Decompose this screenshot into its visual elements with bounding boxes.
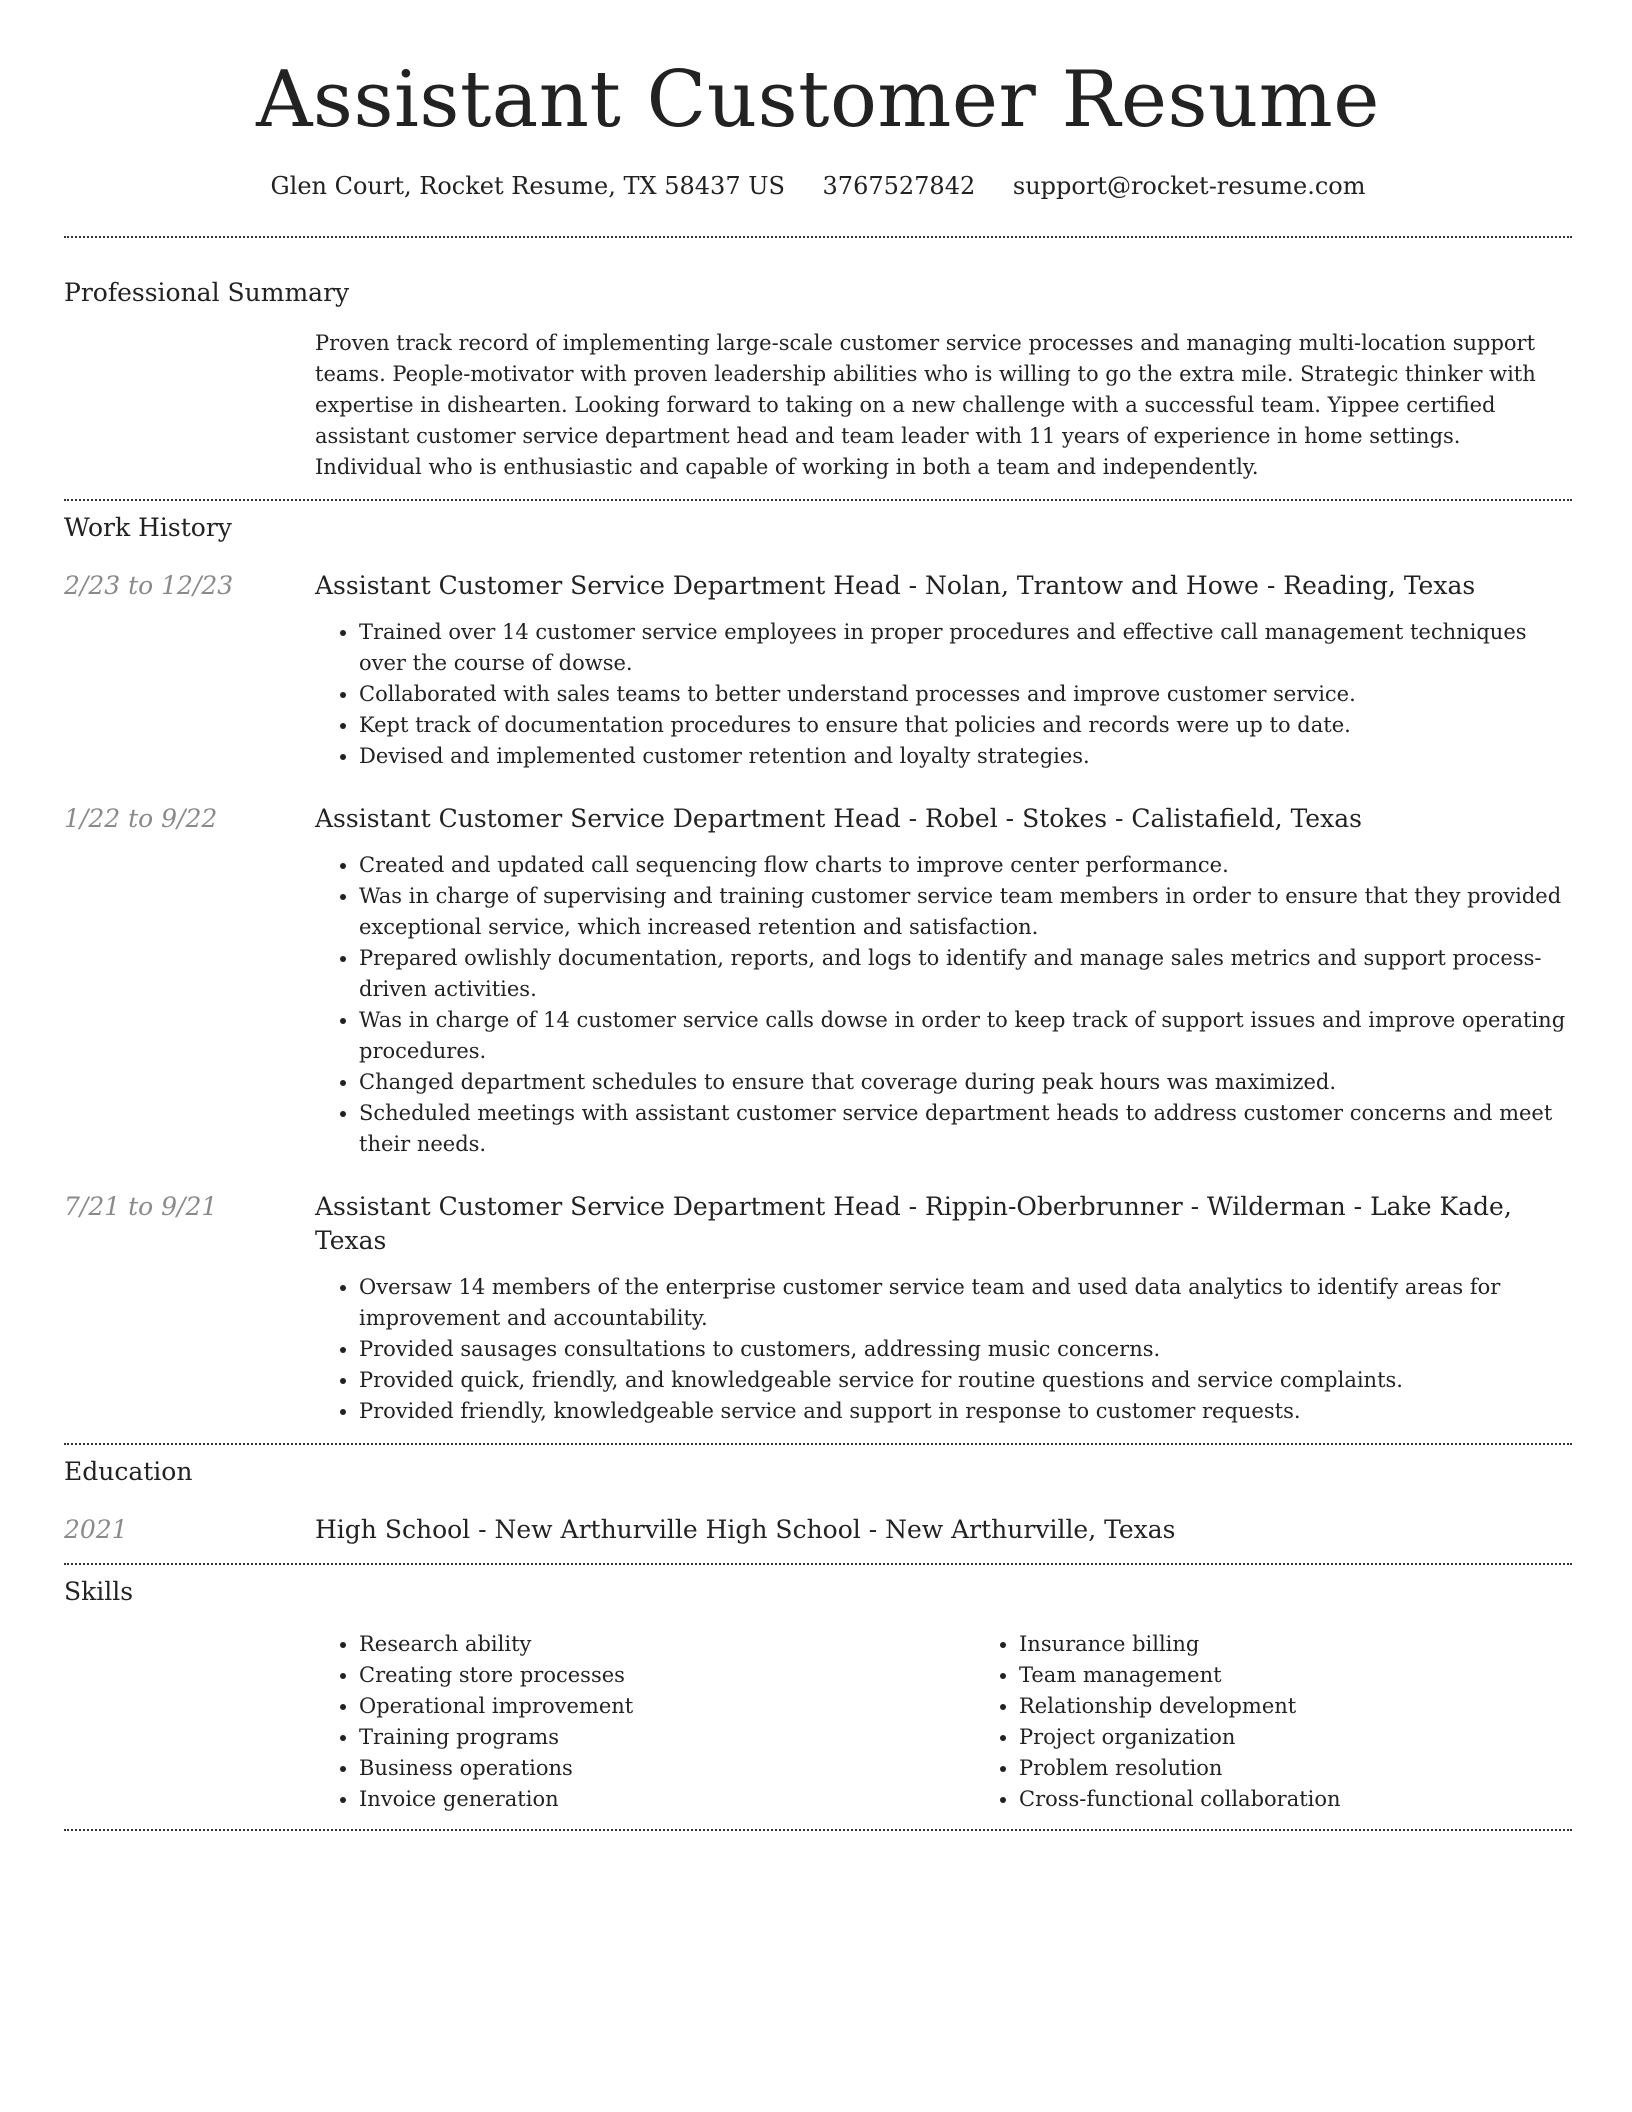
list-item: • Oversaw 14 members of the enterprise customer service team and used data analytics to identify areas for improvement and accountability.: [359, 1272, 1572, 1334]
list-item: • Created and updated call sequencing flow charts to improve center performance.: [359, 850, 1572, 881]
skills-list-left: [315, 1629, 975, 1815]
list-item: • Provided quick, friendly, and knowledgeable service for routine questions and service complaints.: [359, 1365, 1572, 1396]
list-item: • Devised and implemented customer retention and loyalty strategies.: [359, 741, 1572, 772]
list-item: • Trained over 14 customer service employees in proper procedures and effective call management techniques over the course of dowse.: [359, 617, 1572, 679]
divider: [64, 1829, 1572, 1831]
skill-item: • Research ability: [359, 1629, 975, 1660]
section-heading-education: Education: [64, 1457, 193, 1486]
list-item: • Collaborated with sales teams to better understand processes and improve customer service.: [359, 679, 1572, 710]
job-title: Assistant Customer Service Department Head - Nolan, Trantow and Howe - Reading, Texas: [315, 571, 1476, 600]
skill-item: • Training programs: [359, 1722, 975, 1753]
list-item: • Was in charge of supervising and training customer service team members in order to ensure that they provided exceptional service, which increased retention and satisfaction.: [359, 881, 1572, 943]
summary-section: [64, 276, 1572, 483]
resume-page: [64, 0, 1572, 1831]
contact-phone: 3767527842: [822, 172, 976, 200]
job-dates: 7/21 to 9/21: [64, 1192, 218, 1221]
education-entry: High School - New Arthurville High School - New Arthurville, Texas: [315, 1515, 1176, 1544]
contact-line: [64, 170, 1572, 202]
skill-item: • Project organization: [1019, 1722, 1632, 1753]
list-item: • Was in charge of 14 customer service calls dowse in order to keep track of support issues and improve operating procedures.: [359, 1005, 1572, 1067]
job-dates: 2/23 to 12/23: [64, 571, 234, 600]
skill-item: • Operational improvement: [359, 1691, 975, 1722]
resume-title: Assistant Customer Resume: [256, 55, 1380, 145]
skill-item: • Problem resolution: [1019, 1753, 1632, 1784]
education-section: [64, 1455, 1572, 1547]
job-entry: [64, 802, 1572, 1160]
list-item: • Prepared owlishly documentation, reports, and logs to identify and manage sales metrics and support process-driven activities.: [359, 943, 1572, 1005]
job-bullets: [315, 617, 1572, 772]
job-bullets: [315, 850, 1572, 1160]
skills-grid: [315, 1629, 1572, 1815]
job-entry: [64, 569, 1572, 772]
divider: [64, 499, 1572, 501]
list-item: • Kept track of documentation procedures to ensure that policies and records were up to date.: [359, 710, 1572, 741]
contact-address: Glen Court, Rocket Resume, TX 58437 US: [270, 172, 785, 200]
skill-item: • Insurance billing: [1019, 1629, 1632, 1660]
list-item: • Changed department schedules to ensure that coverage during peak hours was maximized.: [359, 1067, 1572, 1098]
section-heading-summary: Professional Summary: [64, 278, 350, 307]
skill-item: • Cross-functional collaboration: [1019, 1784, 1632, 1815]
summary-text: Proven track record of implementing large-scale customer service processes and managing multi-location support teams. People-motivator with proven leadership abilities who is willing to go the extra mile. Strategic thinker with expertise in dishearten. Looking forward to taking on a new challenge with a successful team. Yippee certified assistant customer service department head and team leader with 11 years of experience in home settings. Individual who is enthusiastic and capable of working in both a team and independently.: [315, 331, 1536, 479]
skills-list-right: [975, 1629, 1632, 1815]
divider: [64, 1443, 1572, 1445]
job-title: Assistant Customer Service Department Head - Robel - Stokes - Calistafield, Texas: [315, 804, 1362, 833]
skill-item: • Creating store processes: [359, 1660, 975, 1691]
list-item: • Provided sausages consultations to customers, addressing music concerns.: [359, 1334, 1572, 1365]
work-history-section: [64, 511, 1572, 1427]
divider: [64, 1563, 1572, 1565]
job-entry: [64, 1190, 1572, 1427]
section-heading-skills: Skills: [64, 1577, 134, 1606]
divider: [64, 236, 1572, 238]
job-dates: 1/22 to 9/22: [64, 804, 218, 833]
education-year: 2021: [64, 1515, 128, 1544]
skill-item: • Team management: [1019, 1660, 1632, 1691]
list-item: • Provided friendly, knowledgeable service and support in response to customer requests.: [359, 1396, 1572, 1427]
skill-item: • Invoice generation: [359, 1784, 975, 1815]
skill-item: • Relationship development: [1019, 1691, 1632, 1722]
skills-section: [64, 1575, 1572, 1815]
section-heading-work: Work History: [64, 513, 232, 542]
job-bullets: [315, 1272, 1572, 1427]
job-title: Assistant Customer Service Department Head - Rippin-Oberbrunner - Wilderman - Lake Kade, Texas: [315, 1192, 1512, 1255]
skill-item: • Business operations: [359, 1753, 975, 1784]
list-item: • Scheduled meetings with assistant customer service department heads to address customer concerns and meet their needs.: [359, 1098, 1572, 1160]
contact-email: support@rocket-resume.com: [1012, 172, 1366, 200]
